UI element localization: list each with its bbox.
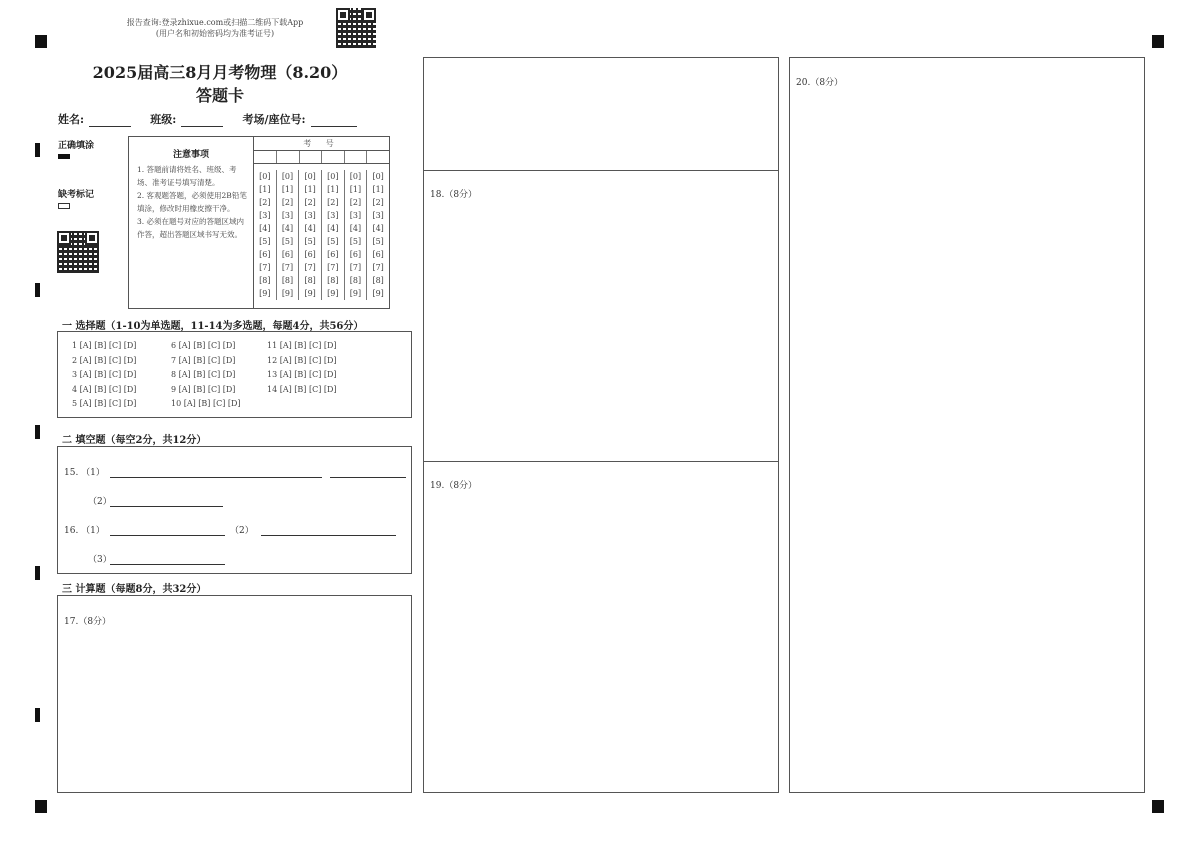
mc-question-number: 6 (171, 341, 179, 350)
q17-label: 17.（8分） (64, 617, 112, 627)
mc-question-number: 5 (72, 399, 80, 408)
exam-digit-row (254, 248, 389, 261)
fill-in-blank-box (57, 446, 412, 574)
name-label: 姓名: (58, 113, 85, 126)
alignment-mark-bottom-right (1152, 800, 1164, 813)
exam-digit-bubble[interactable]: [2] (344, 196, 367, 209)
exam-number-write-row[interactable] (254, 151, 389, 164)
mc-question-number: 1 (72, 341, 80, 350)
q17-continuation-area[interactable] (424, 58, 778, 170)
mc-options[interactable]: [A] [B] [C] [D] (79, 399, 137, 408)
mc-options[interactable]: [A] [B] [C] [D] (178, 370, 236, 379)
exam-digit-bubble[interactable]: [7] (367, 261, 389, 274)
exam-digit-row (254, 287, 389, 300)
exam-digit-bubble[interactable]: [3] (321, 209, 344, 222)
mc-question-number: 3 (72, 370, 80, 379)
mc-options[interactable]: [A] [B] [C] [D] (79, 370, 137, 379)
exam-digit-bubble[interactable]: [2] (299, 196, 322, 209)
q16-blank-1[interactable] (110, 535, 225, 536)
exam-digit-bubble[interactable]: [4] (344, 222, 367, 235)
exam-digit-bubble[interactable]: [4] (367, 222, 389, 235)
middle-answer-column (423, 57, 779, 793)
seat-label: 考场/座位号: (242, 113, 306, 126)
exam-digit-bubble[interactable]: [8] (259, 276, 271, 285)
qr-code-icon (336, 8, 376, 48)
exam-digit-bubble[interactable]: [2] (259, 198, 271, 207)
mc-question-row[interactable] (72, 356, 136, 371)
notice-panel (129, 137, 254, 308)
mc-column-1 (72, 341, 136, 414)
class-label: 班级: (150, 113, 177, 126)
q16-blank-2[interactable] (261, 535, 396, 536)
mc-options[interactable]: [A] [B] [C] [D] (178, 355, 236, 365)
exam-digit-bubble[interactable]: [2] (276, 196, 299, 209)
q17-answer-box[interactable] (57, 595, 412, 793)
mc-question-row[interactable] (267, 356, 337, 371)
exam-digit-bubble[interactable]: [8] (299, 274, 322, 287)
timing-mark (35, 425, 40, 439)
exam-digit-row (254, 170, 389, 183)
mc-question-row[interactable] (72, 385, 136, 400)
mc-question-number: 8 (171, 370, 179, 379)
exam-digit-bubble[interactable]: [7] (321, 261, 344, 274)
mc-question-row[interactable] (171, 385, 241, 400)
q20-answer-box[interactable] (789, 57, 1145, 793)
q16-blank-3[interactable] (110, 564, 225, 565)
seat-blank[interactable] (311, 114, 357, 127)
multiple-choice-box (57, 331, 412, 418)
exam-digit-bubble[interactable]: [5] (344, 235, 367, 248)
exam-digit-bubble[interactable]: [1] (276, 183, 299, 196)
exam-digit-bubble[interactable]: [7] (276, 261, 299, 274)
mc-question-row[interactable] (267, 385, 337, 400)
absent-mark-label: 缺考标记 (58, 190, 95, 200)
exam-number-panel (254, 137, 389, 308)
exam-digit-bubble[interactable]: [8] (321, 274, 344, 287)
q15-blank-2[interactable] (110, 506, 223, 507)
mc-options[interactable]: [A] [B] [C] [D] (79, 355, 137, 365)
mc-question-number: 14 (267, 384, 280, 394)
mc-options[interactable]: [A] [B] [C] [D] (183, 399, 241, 408)
mc-question-number: 7 (171, 355, 179, 365)
exam-digit-bubble[interactable]: [0] (276, 170, 299, 183)
exam-digit-bubble[interactable]: [8] (276, 274, 299, 287)
exam-digit-bubble[interactable]: [0] (367, 170, 389, 183)
timing-mark (35, 143, 40, 157)
exam-number-header: 考 号 (254, 137, 389, 151)
mc-question-number: 4 (72, 384, 80, 394)
exam-digit-bubble[interactable]: [0] (321, 170, 344, 183)
exam-digit-bubble[interactable]: [3] (276, 209, 299, 222)
mc-column-2 (171, 341, 241, 414)
exam-digit-row (254, 222, 389, 235)
exam-digit-bubble[interactable]: [4] (276, 222, 299, 235)
mc-question-row[interactable] (72, 399, 136, 414)
exam-digit-bubble[interactable]: [6] (367, 248, 389, 261)
exam-digit-row (254, 274, 389, 287)
mc-question-row[interactable] (267, 341, 337, 356)
q15-label: 15. （1） (64, 468, 105, 478)
report-query-text: 报告查询:登录zhixue.com或扫描二维码下载App (用户名和初始密码均为准考证号) (126, 18, 304, 38)
exam-digit-bubble[interactable]: [0] (259, 172, 271, 181)
exam-digit-bubble[interactable]: [9] (321, 287, 344, 300)
student-info-row (58, 108, 418, 127)
correct-fill-label: 正确填涂 (58, 141, 95, 151)
exam-digit-bubble[interactable]: [2] (367, 196, 389, 209)
q15-blank-1[interactable] (110, 477, 322, 478)
q16-3-label: （3） (88, 555, 112, 565)
exam-digit-bubble[interactable]: [7] (259, 263, 271, 272)
exam-digit-bubble[interactable]: [8] (367, 274, 389, 287)
exam-digit-bubble[interactable]: [1] (259, 185, 271, 194)
mc-question-number: 2 (72, 355, 80, 365)
exam-digit-bubble[interactable]: [8] (344, 274, 367, 287)
exam-digit-bubble[interactable]: [3] (299, 209, 322, 222)
mc-question-row[interactable] (171, 399, 241, 414)
name-blank[interactable] (89, 114, 131, 127)
mc-question-row[interactable] (171, 356, 241, 371)
notice-item: 1. 答题前请将姓名、班级、考场、准考证号填写清楚。 (137, 165, 237, 187)
exam-digit-bubble[interactable]: [0] (344, 170, 367, 183)
mc-question-row[interactable] (72, 370, 136, 385)
exam-digit-bubble[interactable]: [4] (299, 222, 322, 235)
exam-digit-bubble[interactable]: [9] (367, 287, 389, 300)
q15-blank-1b[interactable] (330, 477, 406, 478)
exam-digit-bubble[interactable]: [9] (259, 289, 271, 298)
q16-label: 16. （1） (64, 526, 105, 536)
exam-digit-bubble[interactable]: [6] (321, 248, 344, 261)
exam-digit-row (254, 183, 389, 196)
mc-options[interactable]: [A] [B] [C] [D] (178, 384, 236, 394)
q20-label: 20.（8分） (796, 78, 844, 88)
mc-options[interactable]: [A] [B] [C] [D] (79, 341, 137, 350)
q19-answer-area[interactable] (424, 462, 778, 792)
student-qr-code-icon (57, 231, 99, 273)
exam-digit-bubble[interactable]: [5] (367, 235, 389, 248)
alignment-mark-top-left (35, 35, 47, 48)
mc-question-number: 12 (267, 355, 280, 365)
mc-question-number: 10 (171, 399, 184, 408)
correct-fill-sample (58, 154, 70, 159)
mc-question-number: 9 (171, 384, 179, 394)
exam-digit-bubble[interactable]: [1] (344, 183, 367, 196)
exam-digit-bubble[interactable]: [0] (299, 170, 322, 183)
exam-digit-bubble[interactable]: [2] (321, 196, 344, 209)
notice-exam-box (128, 136, 390, 309)
exam-digit-bubble[interactable]: [3] (344, 209, 367, 222)
mc-question-row[interactable] (171, 370, 241, 385)
exam-digit-bubble[interactable]: [9] (299, 287, 322, 300)
exam-digit-bubble[interactable]: [1] (367, 183, 389, 196)
exam-digit-bubble[interactable]: [4] (259, 224, 271, 233)
q18-answer-area[interactable] (424, 171, 778, 461)
timing-mark (35, 566, 40, 580)
exam-digit-bubble[interactable]: [4] (321, 222, 344, 235)
page-title: 2025届高三8月月考物理（8.20） 答题卡 (92, 63, 348, 105)
exam-digit-bubble[interactable]: [5] (321, 235, 344, 248)
exam-digit-bubble[interactable]: [1] (299, 183, 322, 196)
exam-digit-row (254, 209, 389, 222)
q15-2-label: （2） (88, 497, 112, 507)
timing-mark (35, 283, 40, 297)
q16-2-label: （2） (230, 526, 254, 536)
notice-items (137, 163, 247, 241)
exam-digit-bubble[interactable]: [6] (299, 248, 322, 261)
mc-options[interactable]: [A] [B] [C] [D] (279, 341, 337, 350)
exam-digit-bubble[interactable]: [7] (344, 261, 367, 274)
exam-digit-bubble[interactable]: [6] (259, 250, 271, 259)
exam-digit-row (254, 235, 389, 248)
mc-options[interactable]: [A] [B] [C] [D] (279, 370, 337, 379)
exam-digit-bubble[interactable]: [5] (276, 235, 299, 248)
exam-digit-bubble[interactable]: [7] (299, 261, 322, 274)
mc-question-row[interactable] (72, 341, 136, 356)
mc-question-number: 13 (267, 370, 280, 379)
alignment-mark-top-right (1152, 35, 1164, 48)
exam-digit-bubble[interactable]: [3] (259, 211, 271, 220)
exam-digit-bubble[interactable]: [6] (344, 248, 367, 261)
class-blank[interactable] (181, 114, 223, 127)
mc-options[interactable]: [A] [B] [C] [D] (279, 384, 337, 394)
mc-options[interactable]: [A] [B] [C] [D] (178, 341, 236, 350)
exam-number-bubbles[interactable] (254, 170, 389, 300)
exam-digit-bubble[interactable]: [3] (367, 209, 389, 222)
section3-title: 三 计算题（每题8分，共32分） (62, 584, 207, 595)
mc-question-number: 11 (267, 341, 280, 350)
exam-digit-bubble[interactable]: [9] (344, 287, 367, 300)
mc-question-row[interactable] (171, 341, 241, 356)
section1-title: 一 选择题（1-10为单选题，11-14为多选题，每题4分，共56分） (62, 321, 364, 332)
exam-digit-row (254, 196, 389, 209)
alignment-mark-bottom-left (35, 800, 47, 813)
mc-options[interactable]: [A] [B] [C] [D] (79, 384, 137, 394)
notice-item: 2. 客观题答题，必须使用2B铅笔填涂，修改时用橡皮擦干净。 (137, 191, 247, 213)
notice-item: 3. 必须在题号对应的答题区域内作答，超出答题区域书写无效。 (137, 217, 245, 239)
exam-digit-bubble[interactable]: [6] (276, 248, 299, 261)
section2-title: 二 填空题（每空2分，共12分） (62, 435, 207, 446)
exam-digit-bubble[interactable]: [1] (321, 183, 344, 196)
mc-options[interactable]: [A] [B] [C] [D] (279, 355, 337, 365)
timing-mark (35, 708, 40, 722)
absent-mark-checkbox[interactable] (58, 203, 70, 209)
q18-label: 18.（8分） (430, 190, 478, 200)
exam-digit-bubble[interactable]: [5] (299, 235, 322, 248)
notice-title: 注意事项 (172, 150, 209, 160)
q19-label: 19.（8分） (430, 481, 478, 491)
exam-digit-bubble[interactable]: [5] (259, 237, 271, 246)
exam-digit-row (254, 261, 389, 274)
mc-question-row[interactable] (267, 370, 337, 385)
exam-digit-bubble[interactable]: [9] (276, 287, 299, 300)
mc-column-3 (267, 341, 337, 399)
